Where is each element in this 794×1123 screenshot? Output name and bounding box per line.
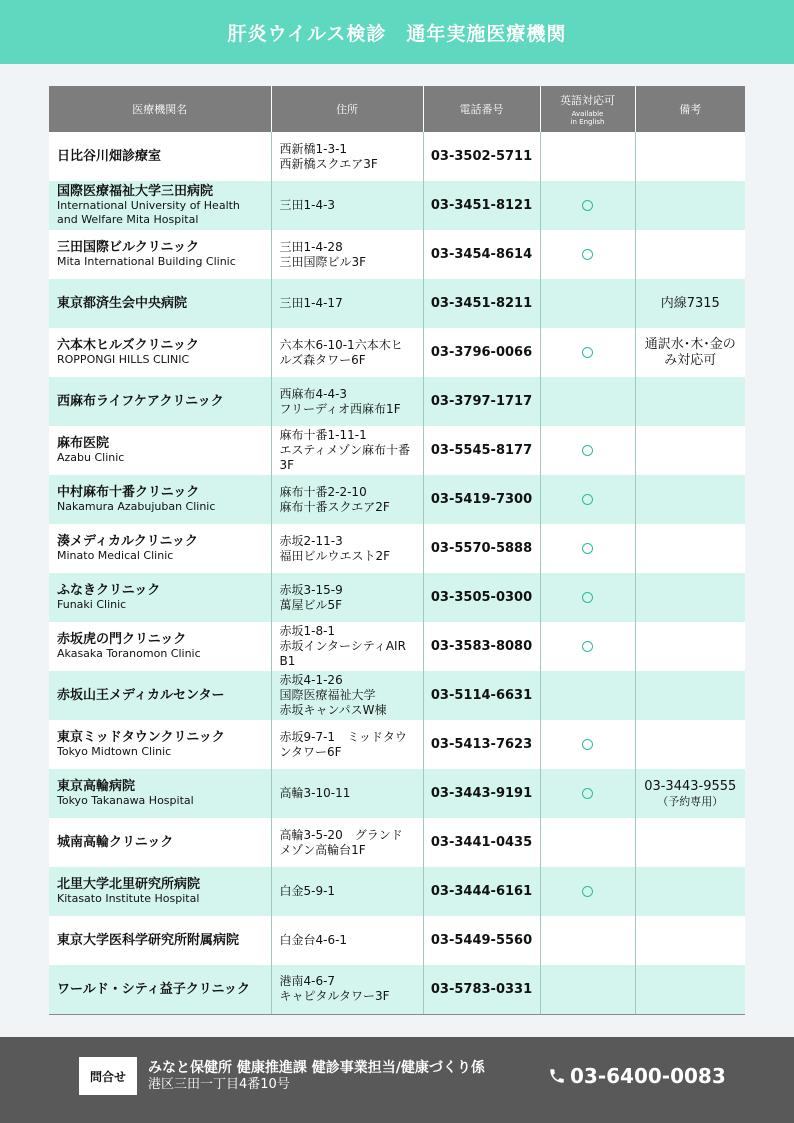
cell-english	[540, 524, 635, 573]
circle-mark-icon	[582, 445, 593, 456]
column-header-phone: 電話番号	[423, 86, 540, 132]
contact-footer	[0, 1037, 794, 1123]
table-row	[49, 916, 745, 965]
cell-phone: 03-5413-7623	[423, 720, 540, 769]
clinic-name: 赤坂虎の門クリニック	[57, 632, 187, 647]
clinic-name-english: Nakamura Azabujuban Clinic	[57, 500, 216, 513]
cell-address	[271, 377, 423, 426]
clinic-name: 国際医療福祉大学三田病院	[57, 184, 214, 199]
cell-english	[540, 328, 635, 377]
clinic-name: 東京高輪病院	[57, 779, 136, 794]
clinic-name-english: International University of Health and Welfare Mita Hospital	[57, 199, 240, 226]
table-row	[49, 181, 745, 230]
cell-notes	[635, 867, 745, 916]
cell-address	[271, 181, 423, 230]
clinic-note-sub: （予約専用）	[657, 794, 724, 808]
cell-english	[540, 818, 635, 867]
column-header-notes: 備考	[635, 86, 745, 132]
contact-organization: みなと保健所 健康推進課 健診事業担当/健康づくり係	[148, 1060, 485, 1076]
clinic-name-english: Tokyo Midtown Clinic	[57, 745, 172, 758]
cell-address	[271, 867, 423, 916]
clinic-name: 日比谷川畑診療室	[57, 149, 162, 164]
cell-english	[540, 426, 635, 475]
table-row	[49, 867, 745, 916]
clinic-address-line: 国際医療福祉大学	[279, 688, 376, 702]
clinic-name: 赤坂山王メディカルセンター	[57, 688, 225, 703]
cell-address	[271, 720, 423, 769]
cell-notes	[635, 475, 745, 524]
cell-name	[49, 181, 271, 230]
cell-address	[271, 573, 423, 622]
cell-name	[49, 132, 271, 181]
cell-address	[271, 426, 423, 475]
clinic-name-english: Kitasato Institute Hospital	[57, 892, 200, 905]
cell-address	[271, 475, 423, 524]
cell-name	[49, 279, 271, 328]
clinic-name: 中村麻布十番クリニック	[57, 485, 200, 500]
cell-notes	[635, 720, 745, 769]
clinic-address-line: 白金5-9-1	[279, 884, 336, 898]
clinic-name: 東京ミッドタウンクリニック	[57, 730, 225, 745]
clinic-name: 三田国際ビルクリニック	[57, 240, 199, 255]
cell-address	[271, 524, 423, 573]
cell-name	[49, 965, 271, 1014]
cell-phone: 03-5545-8177	[423, 426, 540, 475]
table-row	[49, 573, 745, 622]
english-sub-label-2: in English	[570, 118, 605, 126]
cell-address	[271, 132, 423, 181]
circle-mark-icon	[582, 641, 593, 652]
cell-notes	[635, 377, 745, 426]
circle-mark-icon	[582, 788, 593, 799]
clinic-note: 03-3443-9555	[644, 778, 737, 794]
clinic-address-line: 赤坂4-1-26	[279, 673, 343, 687]
clinic-address-line: 西新橋1-3-1	[279, 141, 348, 156]
clinic-address-line: 西麻布4-4-3	[279, 386, 348, 401]
cell-address	[271, 965, 423, 1014]
clinic-address-line: 赤坂3-15-9	[279, 582, 343, 597]
table-row	[49, 671, 745, 720]
circle-mark-icon	[582, 494, 593, 505]
table-header-row	[49, 86, 745, 132]
clinic-name: 西麻布ライフケアクリニック	[57, 394, 224, 409]
clinic-name-english: Mita International Building Clinic	[57, 255, 236, 268]
cell-name	[49, 475, 271, 524]
clinic-address-line: 白金台4-6-1	[279, 933, 348, 947]
clinic-address-line: 赤坂キャンパスW棟	[279, 703, 387, 717]
cell-english	[540, 475, 635, 524]
clinic-name: ふなきクリニック	[57, 583, 161, 598]
cell-phone: 03-3502-5711	[423, 132, 540, 181]
cell-address	[271, 916, 423, 965]
cell-notes	[635, 622, 745, 671]
cell-name	[49, 622, 271, 671]
cell-notes	[635, 916, 745, 965]
table-row	[49, 769, 745, 818]
clinic-name: 湊メディカルクリニック	[57, 534, 198, 549]
cell-english	[540, 720, 635, 769]
clinic-address-line: 西新橋スクエア3F	[279, 156, 378, 171]
cell-phone: 03-3797-1717	[423, 377, 540, 426]
clinic-address-line: エスティメゾン麻布十番3F	[279, 443, 410, 472]
cell-english	[540, 867, 635, 916]
clinic-address-line: 三田1-4-17	[279, 296, 343, 310]
english-sub-label-1: Available	[571, 110, 604, 118]
cell-phone: 03-3451-8121	[423, 181, 540, 230]
cell-english	[540, 573, 635, 622]
cell-name	[49, 769, 271, 818]
cell-notes	[635, 181, 745, 230]
clinic-name: 東京大学医科学研究所附属病院	[57, 933, 240, 948]
cell-name	[49, 328, 271, 377]
circle-mark-icon	[582, 543, 593, 554]
cell-english	[540, 132, 635, 181]
cell-notes	[635, 671, 745, 720]
table-row	[49, 132, 745, 181]
cell-name	[49, 230, 271, 279]
cell-phone: 03-3444-6161	[423, 867, 540, 916]
column-header-address: 住所	[271, 86, 423, 132]
cell-address	[271, 818, 423, 867]
clinic-table-wrapper	[49, 86, 745, 1015]
cell-address	[271, 671, 423, 720]
clinic-name: ワールド・シティ益子クリニック	[57, 981, 250, 997]
clinic-name: 北里大学北里研究所病院	[57, 877, 201, 892]
table-row	[49, 230, 745, 279]
cell-notes	[635, 524, 745, 573]
contact-phone-number: 03-6400-0083	[570, 1064, 726, 1088]
cell-notes	[635, 132, 745, 181]
cell-english	[540, 965, 635, 1014]
clinic-address-line: 赤坂1-8-1	[279, 624, 336, 638]
clinic-address-line: 赤坂9-7-1 ミッドタウンタワー6F	[279, 729, 407, 759]
cell-address	[271, 279, 423, 328]
cell-name	[49, 524, 271, 573]
clinic-note: 内線7315	[660, 295, 720, 311]
clinic-address-line: 赤坂インターシティAIR B1	[279, 639, 406, 668]
circle-mark-icon	[582, 886, 593, 897]
cell-notes	[635, 426, 745, 475]
circle-mark-icon	[582, 249, 593, 260]
cell-phone: 03-3583-8080	[423, 622, 540, 671]
cell-english	[540, 622, 635, 671]
cell-english	[540, 769, 635, 818]
table-row	[49, 475, 745, 524]
clinic-name: 六本木ヒルズクリニック	[57, 338, 199, 353]
cell-address	[271, 769, 423, 818]
cell-phone: 03-3451-8211	[423, 279, 540, 328]
cell-name	[49, 377, 271, 426]
cell-name	[49, 916, 271, 965]
table-row	[49, 622, 745, 671]
cell-english	[540, 230, 635, 279]
clinic-address-line: 萬屋ビル5F	[279, 597, 343, 612]
cell-phone: 03-3505-0300	[423, 573, 540, 622]
clinic-note: 通訳水･木･金のみ対応可	[644, 336, 736, 368]
cell-phone: 03-5570-5888	[423, 524, 540, 573]
contact-phone[interactable]	[548, 1064, 726, 1088]
clinic-name-english: Azabu Clinic	[57, 451, 125, 464]
circle-mark-icon	[582, 592, 593, 603]
cell-name	[49, 867, 271, 916]
column-header-name: 医療機関名	[49, 86, 271, 132]
clinic-name-english: Akasaka Toranomon Clinic	[57, 647, 201, 660]
clinic-address-line: 三田1-4-3	[279, 198, 336, 212]
cell-name	[49, 426, 271, 475]
cell-phone: 03-5783-0331	[423, 965, 540, 1014]
clinic-address-line: フリーディオ西麻布1F	[279, 401, 401, 416]
clinic-name: 城南高輪クリニック	[57, 835, 174, 850]
table-row	[49, 524, 745, 573]
cell-notes	[635, 573, 745, 622]
cell-phone: 03-3441-0435	[423, 818, 540, 867]
cell-phone: 03-3796-0066	[423, 328, 540, 377]
clinic-address-line: 麻布十番スクエア2F	[279, 499, 390, 514]
clinic-name-english: ROPPONGI HILLS CLINIC	[57, 353, 190, 366]
page-title: 肝炎ウイルス検診 通年実施医療機関	[227, 22, 567, 45]
clinic-name: 麻布医院	[57, 436, 110, 451]
table-row	[49, 377, 745, 426]
circle-mark-icon	[582, 739, 593, 750]
cell-phone: 03-5114-6631	[423, 671, 540, 720]
table-row	[49, 426, 745, 475]
clinic-address-line: 高輪3-5-20 グランドメゾン高輪台1F	[279, 827, 403, 857]
circle-mark-icon	[582, 347, 593, 358]
clinic-name-english: Minato Medical Clinic	[57, 549, 174, 562]
cell-notes	[635, 965, 745, 1014]
cell-address	[271, 328, 423, 377]
table-row	[49, 965, 745, 1014]
cell-name	[49, 671, 271, 720]
cell-phone: 03-5419-7300	[423, 475, 540, 524]
cell-english	[540, 916, 635, 965]
cell-phone: 03-3454-8614	[423, 230, 540, 279]
clinic-address-line: 三田1-4-28	[279, 239, 343, 254]
cell-english	[540, 377, 635, 426]
cell-english	[540, 671, 635, 720]
cell-notes	[635, 279, 745, 328]
clinic-name: 東京都済生会中央病院	[57, 296, 188, 311]
clinic-address-line: 港南4-6-7	[279, 974, 336, 989]
clinic-address-line: 麻布十番1-11-1	[279, 428, 367, 442]
table-row	[49, 720, 745, 769]
cell-english	[540, 279, 635, 328]
cell-notes	[635, 230, 745, 279]
clinic-address-line: 三田国際ビル3F	[279, 254, 367, 269]
clinic-address-line: 福田ビルウエスト2F	[279, 548, 391, 563]
cell-name	[49, 573, 271, 622]
table-row	[49, 279, 745, 328]
english-label: 英語対応可	[560, 94, 615, 107]
column-header-english	[540, 86, 635, 132]
clinic-name-english: Funaki Clinic	[57, 598, 127, 611]
contact-address: 港区三田一丁目4番10号	[148, 1077, 290, 1092]
table-row	[49, 818, 745, 867]
cell-notes	[635, 328, 745, 377]
cell-phone: 03-5449-5560	[423, 916, 540, 965]
cell-phone: 03-3443-9191	[423, 769, 540, 818]
contact-label: 問合せ	[79, 1057, 137, 1095]
clinic-address-line: 麻布十番2-2-10	[279, 484, 367, 499]
cell-notes	[635, 818, 745, 867]
cell-address	[271, 230, 423, 279]
cell-address	[271, 622, 423, 671]
cell-name	[49, 720, 271, 769]
clinic-address-line: 高輪3-10-11	[279, 786, 351, 800]
phone-icon	[548, 1066, 566, 1086]
clinic-address-line: キャピタルタワー3F	[279, 989, 390, 1004]
cell-english	[540, 181, 635, 230]
cell-name	[49, 818, 271, 867]
clinic-name-english: Tokyo Takanawa Hospital	[57, 794, 194, 807]
circle-mark-icon	[582, 200, 593, 211]
clinic-address-line: 六本木6-10-1六本木ヒルズ森タワー6F	[279, 337, 403, 367]
table-row	[49, 328, 745, 377]
clinic-table	[49, 86, 745, 1015]
page-header	[0, 0, 794, 64]
cell-notes	[635, 769, 745, 818]
clinic-address-line: 赤坂2-11-3	[279, 533, 343, 548]
